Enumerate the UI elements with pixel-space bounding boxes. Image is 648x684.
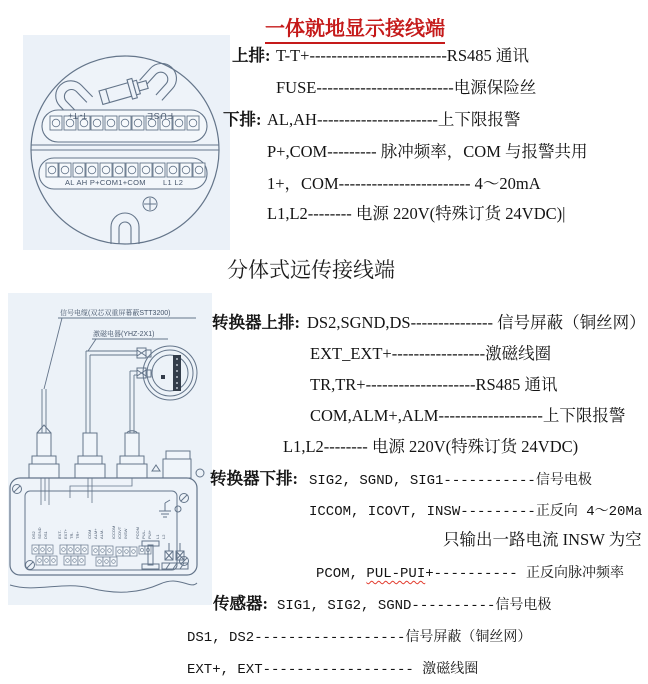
label-top-row: 上排: <box>232 46 271 65</box>
wiring-line-fuse: FUSE-------------------------电源保险丝 <box>276 78 537 97</box>
remote-terminal-diagram <box>8 293 212 605</box>
wiring-line-ds1: DS1, DS2------------------信号屏蔽（铜丝网） <box>187 630 532 646</box>
bottom-terminal-strip <box>39 158 207 189</box>
page-title: 一体就地显示接线端 <box>265 12 445 44</box>
bottom-terminals-label: AL AH P+COM1+COM <box>65 178 146 187</box>
note-insw: 只输出一路电流 INSW 为空 <box>443 530 642 549</box>
wiring-line-alah: AL,AH----------------------上下限报警 <box>267 110 521 129</box>
wiring-line-sig1: SIG1, SIG2, SGND----------信号电极 <box>277 598 552 614</box>
wiring-line-tr: TR,TR+--------------------RS485 通讯 <box>310 375 558 394</box>
label-converter-upper: 转换器上排: <box>212 313 300 332</box>
wiring-line-pulpui: PCOM, PUL-PUI+---------- 正反向脉冲频率 <box>316 566 625 582</box>
svg-text:L1: L1 <box>155 534 160 539</box>
svg-text:PUI+: PUI+ <box>147 529 152 539</box>
label-sensor: 传感器: <box>213 594 268 613</box>
t-terminal-label: T- T+ <box>68 111 87 120</box>
spellcheck-squiggle: PUL-PUI <box>366 566 426 582</box>
wiring-line-1com: 1+，COM------------------------ 4～20mA <box>267 174 541 193</box>
svg-text:ICOVT: ICOVT <box>117 526 122 539</box>
top-terminal-strip <box>42 110 207 142</box>
label-bottom-row: 下排: <box>223 110 262 129</box>
wiring-line-l1l2: L1,L2-------- 电源 220V(特殊订货 24VDC)| <box>267 204 566 223</box>
svg-text:EXT+: EXT+ <box>63 528 68 539</box>
integrated-terminal-diagram <box>23 35 230 250</box>
wiring-line-pcom: P+,COM--------- 脉冲频率，COM 与报警共用 <box>267 142 588 161</box>
label-converter-lower: 转换器下排: <box>210 469 298 488</box>
svg-text:EXT-: EXT- <box>57 530 62 539</box>
wiring-line-sig2: SIG2, SGND, SIG1-----------信号电极 <box>309 473 592 489</box>
svg-text:COM: COM <box>87 529 92 539</box>
svg-text:ALM-: ALM- <box>99 529 104 539</box>
section-title-remote: 分体式远传接线端 <box>227 258 395 282</box>
svg-text:ICCOM: ICCOM <box>111 525 116 539</box>
junction-box <box>10 478 197 592</box>
svg-text:PUL-: PUL- <box>141 529 146 539</box>
svg-text:L2: L2 <box>161 534 166 539</box>
signal-cable-label: 信号电缆(双芯双重屏幕蔽STT3200) <box>60 310 171 317</box>
wiring-line-l1l2-remote: L1,L2-------- 电源 220V(特殊订货 24VDC) <box>283 437 579 456</box>
text-cursor: | <box>562 204 566 223</box>
power-terminals-label: L1 L2 <box>163 178 184 187</box>
svg-text:TR+: TR+ <box>75 531 80 539</box>
wiring-line-alm: COM,ALM+,ALM-------------------上下限报警 <box>310 406 626 425</box>
svg-text:SGND: SGND <box>37 527 42 539</box>
wiring-line-ext: EXT_EXT+-----------------激磁线圈 <box>310 344 552 363</box>
ground-screw <box>143 197 157 211</box>
svg-text:DS2: DS2 <box>31 531 36 539</box>
svg-text:PCOM: PCOM <box>135 527 140 539</box>
svg-text:DS1: DS1 <box>43 531 48 539</box>
fuse-label: FUSE <box>146 111 173 121</box>
excite-cable-label: 激磁电器(YHZ-2X1) <box>93 331 155 338</box>
wiring-line-tt: T-T+-------------------------RS485 通讯 <box>276 46 529 65</box>
wiring-line-iccom: ICCOM, ICOVT, INSW---------正反向 4～20Ma <box>309 504 643 520</box>
svg-text:TR-: TR- <box>69 532 74 539</box>
svg-text:ALM+: ALM+ <box>93 528 98 539</box>
svg-text:INSW: INSW <box>123 528 128 539</box>
wiring-line-extplus: EXT+, EXT------------------ 激磁线圈 <box>187 662 479 678</box>
wiring-line-ds2: DS2,SGND,DS--------------- 信号屏蔽（铜丝网） <box>307 313 646 332</box>
